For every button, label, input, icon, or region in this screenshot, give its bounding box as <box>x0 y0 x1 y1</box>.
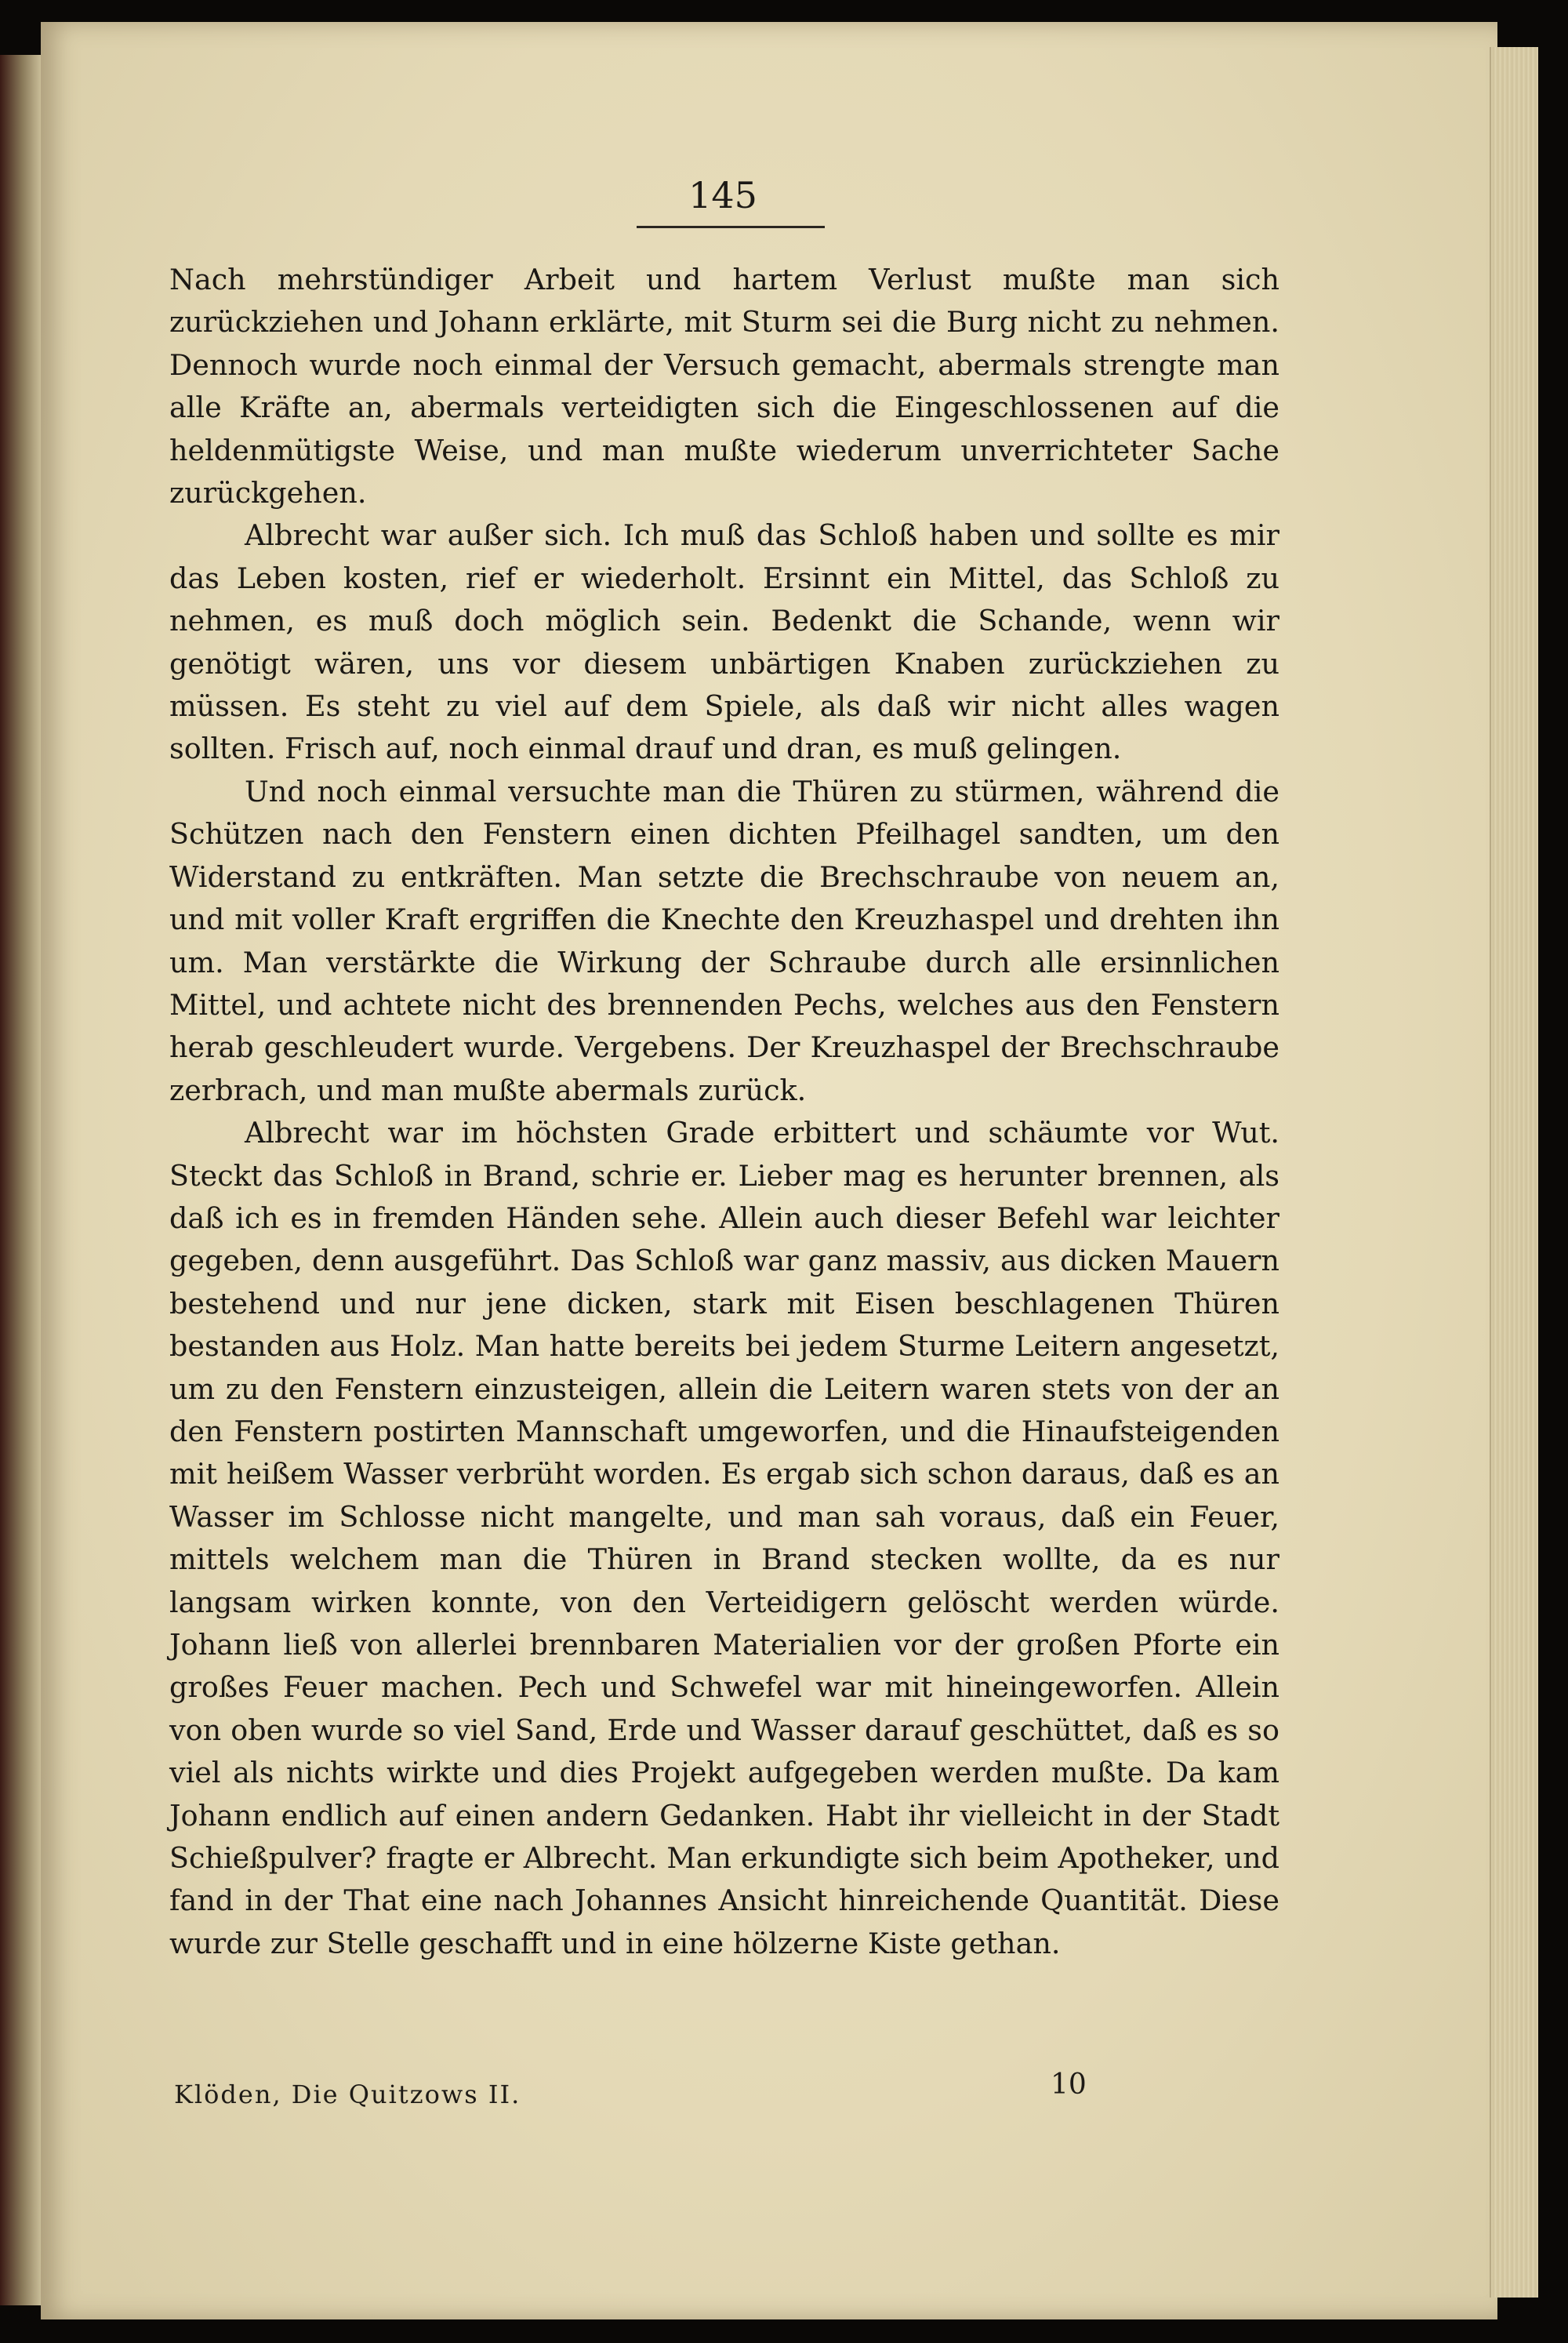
page-number: 145 <box>688 174 757 216</box>
paragraph-3: Und noch einmal versuchte man die Thüren zu stürmen, während die Schützen nach den Fenstern einen dichten Pfeilhagel sandten, um den Widerstand zu entkräften. Man setzte die Brechschraube von neuem an, und mit voller Kraft ergriffen die Knechte den Kreuzhaspel und drehten ihn um. Man verstärkte die Wirkung der Schraube durch alle ersinnlichen Mittel, und achtete nicht des brennenden Pechs, welches aus den Fenstern herab geschleudert wurde. Vergebens. Der Kreuzhaspel der Brechschraube zerbrach, und man mußte abermals zurück. <box>169 774 1279 1107</box>
header-rule <box>637 226 825 228</box>
page-stack-edge <box>1490 47 1538 2298</box>
left-page-edge <box>0 55 41 2305</box>
body-text <box>169 259 1279 1965</box>
paragraph-4: Albrecht war im höchsten Grade erbittert und schäumte vor Wut. Steckt das Schloß in Brand, schrie er. Lieber mag es herunter brennen, als daß ich es in fremden Händen sehe. Allein auch dieser Befehl war leichter gegeben, denn ausgeführt. Das Schloß war ganz massiv, aus dicken Mauern bestehend und nur jene dicken, stark mit Eisen beschlagenen Thüren bestanden aus Holz. Man hatte bereits bei jedem Sturme Leitern angesetzt, um zu den Fenstern einzusteigen, allein die Leitern waren stets von der an den Fenstern postirten Mannschaft umgeworfen, und die Hinaufsteigenden mit heißem Wasser verbrüht worden. Es ergab sich schon daraus, daß es an Wasser im Schlosse nicht mangelte, und man sah voraus, daß ein Feuer, mittels welchem man die Thüren in Brand stecken wollte, da es nur langsam wirken konnte, von den Verteidigern gelöscht werden würde. Johann ließ von allerlei brennbaren Materialien vor der großen Pforte ein großes Feuer machen. Pech und Schwefel war mit hineingeworfen. Allein von oben wurde so viel Sand, Erde und Wasser darauf geschüttet, daß es so viel als nichts wirkte und dies Projekt aufgegeben werden mußte. Da kam Johann endlich auf einen andern Gedanken. Habt ihr vielleicht in der Stadt Schießpulver? fragte er Albrecht. Man erkundigte sich beim Apotheker, und fand in der That eine nach Johannes Ansicht hinreichende Quantität. Diese wurde zur Stelle geschafft und in eine hölzerne Kiste gethan. <box>169 1116 1279 1960</box>
paragraph-1: Nach mehrstündiger Arbeit und hartem Verlust mußte man sich zurückziehen und Johann erklärte, mit Sturm sei die Burg nicht zu nehmen. Dennoch wurde noch einmal der Versuch gemacht, abermals strengte man alle Kräfte an, abermals verteidigten sich die Eingeschlossenen auf die heldenmütigste Weise, und man mußte wiederum unverrichteter Sache zurückgehen. <box>169 263 1279 510</box>
footer-signature: Klöden, Die Quitzows II. <box>174 2080 521 2109</box>
footer-sheet-number: 10 <box>1051 2069 1087 2101</box>
paragraph-2: Albrecht war außer sich. Ich muß das Schloß haben und sollte es mir das Leben kosten, rief er wiederholt. Ersinnt ein Mittel, das Schloß zu nehmen, es muß doch möglich sein. Bedenkt die Schande, wenn wir genötigt wären, uns vor diesem unbärtigen Knaben zurückziehen zu müssen. Es steht zu viel auf dem Spiele, als daß wir nicht alles wagen sollten. Frisch auf, noch einmal drauf und dran, es muß gelingen. <box>169 518 1279 766</box>
